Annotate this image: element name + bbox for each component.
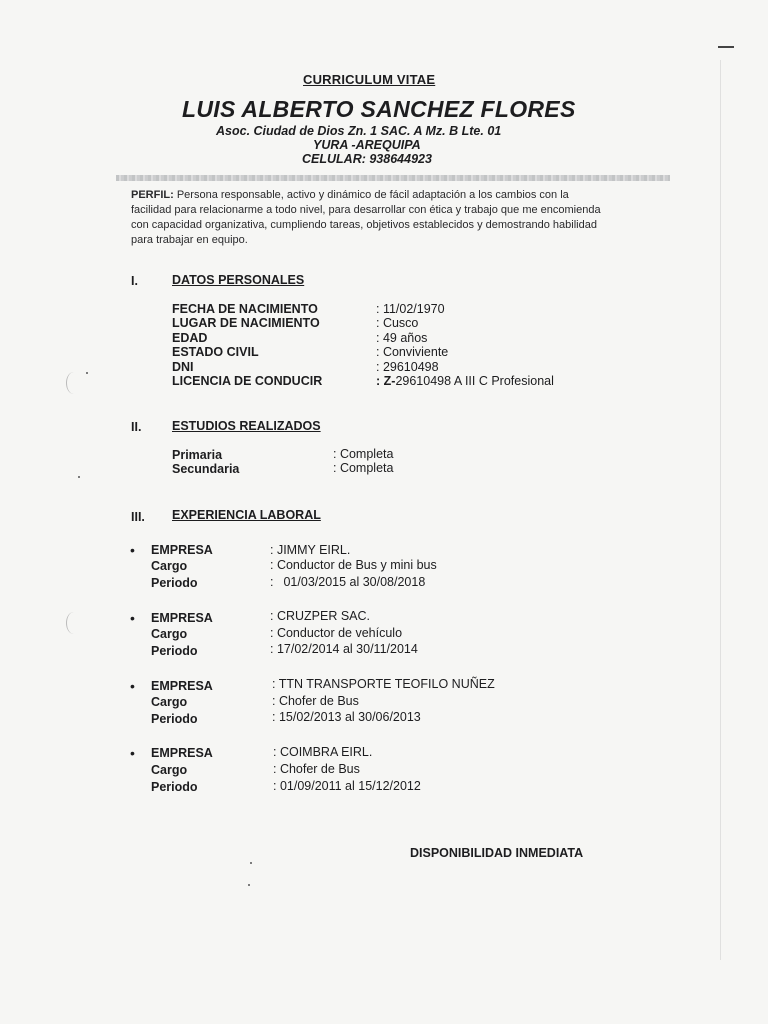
job-company: : TTN TRANSPORTE TEOFILO NUÑEZ xyxy=(272,677,495,691)
label-secondary: Secundaria xyxy=(172,462,240,476)
job-period: : 15/02/2013 al 30/06/2013 xyxy=(272,710,421,724)
profile-paragraph xyxy=(131,188,611,248)
value-primary: : Completa xyxy=(333,447,394,461)
section-title-experience: EXPERIENCIA LABORAL xyxy=(172,508,321,522)
period-dates: 01/03/2015 al 30/08/2018 xyxy=(283,575,426,589)
label-primary: Primaria xyxy=(172,448,223,462)
label-company: EMPRESA xyxy=(151,679,213,693)
document-title: CURRICULUM VITAE xyxy=(303,72,436,87)
job-company: : JIMMY EIRL. xyxy=(270,543,351,557)
job-bullet: • xyxy=(130,678,135,694)
value-civil-status: : Conviviente xyxy=(376,345,449,359)
job-role: : Conductor de Bus y mini bus xyxy=(270,558,437,572)
value-birth-place: : Cusco xyxy=(376,316,419,330)
label-birth-date: FECHA DE NACIMIENTO xyxy=(172,302,318,316)
label-company: EMPRESA xyxy=(151,746,213,760)
address-line: Asoc. Ciudad de Dios Zn. 1 SAC. A Mz. B Lte. 01 xyxy=(216,124,502,138)
scan-speck xyxy=(250,862,252,864)
label-license: LICENCIA DE CONDUCIR xyxy=(172,374,323,388)
label-company: EMPRESA xyxy=(151,543,213,557)
section-number-experience: III. xyxy=(131,510,145,524)
section-number-personal: I. xyxy=(131,274,138,288)
value-secondary: : Completa xyxy=(333,461,394,475)
value-birth-date: : 11/02/1970 xyxy=(376,302,445,316)
label-age: EDAD xyxy=(172,331,208,345)
period-prefix: : xyxy=(270,575,274,589)
label-civil-status: ESTADO CIVIL xyxy=(172,345,259,359)
label-period: Periodo xyxy=(151,780,198,794)
scan-hole-mark xyxy=(66,372,81,394)
label-role: Cargo xyxy=(151,559,188,573)
header-divider xyxy=(116,175,670,181)
job-role: : Chofer de Bus xyxy=(272,694,359,708)
scan-speck xyxy=(248,884,250,886)
job-company: : COIMBRA EIRL. xyxy=(273,745,373,759)
section-number-studies: II. xyxy=(131,420,142,434)
profile-label: PERFIL: xyxy=(131,189,174,201)
scan-edge-mark xyxy=(718,46,734,48)
label-birth-place: LUGAR DE NACIMIENTO xyxy=(172,316,320,330)
phone-line: CELULAR: 938644923 xyxy=(302,152,432,166)
scan-speck xyxy=(86,372,88,374)
scan-fold-line xyxy=(720,60,721,960)
job-period: : 17/02/2014 al 30/11/2014 xyxy=(270,642,418,656)
label-role: Cargo xyxy=(151,695,188,709)
label-dni: DNI xyxy=(172,360,194,374)
value-license xyxy=(376,374,554,389)
label-period: Periodo xyxy=(151,644,198,658)
license-number: 29610498 A III C Profesional xyxy=(395,374,554,388)
city-line: YURA -AREQUIPA xyxy=(313,138,421,152)
section-title-personal: DATOS PERSONALES xyxy=(172,273,305,287)
value-dni: : 29610498 xyxy=(376,360,439,374)
profile-text: Persona responsable, activo y dinámico de fácil adaptación a los cambios con la facilidad para relacionarme a todo nivel, para desarrollar con ética y trabajo que me encomienda con capacidad organizativa, cumpliendo tareas, objetivos establecidos y demostrando habilidad para trabajar en equipo. xyxy=(131,189,601,246)
job-bullet: • xyxy=(130,745,135,761)
license-prefix: : Z- xyxy=(376,374,396,388)
label-period: Periodo xyxy=(151,576,198,590)
value-age: : 49 años xyxy=(376,331,428,345)
job-bullet: • xyxy=(130,542,135,558)
job-bullet: • xyxy=(130,610,135,626)
label-period: Periodo xyxy=(151,712,198,726)
availability-note: DISPONIBILIDAD INMEDIATA xyxy=(410,846,584,860)
person-name: LUIS ALBERTO SANCHEZ FLORES xyxy=(182,96,576,122)
job-period xyxy=(270,575,425,590)
job-company: : CRUZPER SAC. xyxy=(270,609,371,623)
label-role: Cargo xyxy=(151,627,188,641)
job-role: : Chofer de Bus xyxy=(273,762,360,776)
label-role: Cargo xyxy=(151,763,188,777)
job-period: : 01/09/2011 al 15/12/2012 xyxy=(273,779,421,793)
scan-hole-mark xyxy=(66,612,81,634)
scan-speck xyxy=(78,476,80,478)
job-role: : Conductor de vehículo xyxy=(270,626,403,640)
label-company: EMPRESA xyxy=(151,611,213,625)
section-title-studies: ESTUDIOS REALIZADOS xyxy=(172,419,321,433)
